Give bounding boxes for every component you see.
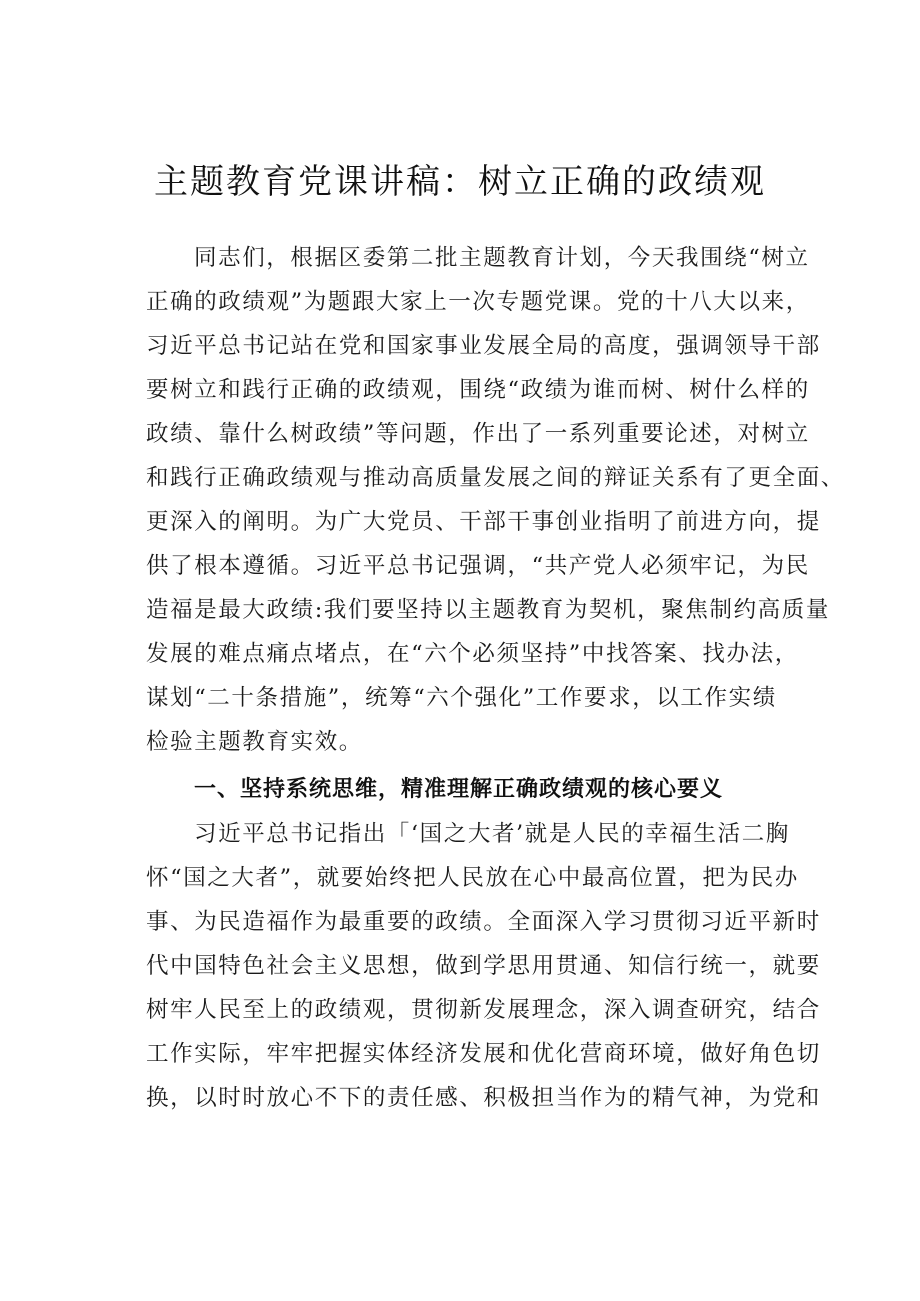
paragraph-line: 发展的难点痛点堵点，在“六个必须坚持”中找答案、找办法， (146, 641, 799, 667)
paragraph-line: 习近平总书记站在党和国家事业发展全局的高度，强调领导干部 (146, 333, 821, 359)
paragraph-line: 谋划“二十条措施”，统筹“六个强化”工作要求，以工作实绩 (146, 685, 777, 711)
paragraph-line: 怀“国之大者”，就要始终把人民放在心中最高位置，把为民办 (146, 865, 799, 891)
paragraph-line: 更深入的阐明。为广大党员、干部干事创业指明了前进方向，提 (146, 509, 821, 535)
paragraph-line: 习近平总书记指出「‘国之大者’就是人民的幸福生活二胸 (194, 821, 790, 847)
section-heading: 一、坚持系统思维，精准理解正确政绩观的核心要义 (194, 777, 724, 802)
paragraph-line: 政绩、靠什么树政绩”等问题，作出了一系列重要论述，对树立 (146, 421, 810, 447)
paragraph-line: 正确的政绩观”为题跟大家上一次专题党课。党的十八大以来， (146, 289, 810, 315)
paragraph-line: 事、为民造福作为最重要的政绩。全面深入学习贯彻习近平新时 (146, 909, 821, 935)
paragraph-1 (146, 236, 845, 764)
paragraph-line: 代中国特色社会主义思想，做到学思用贯通、知信行统一，就要 (146, 953, 821, 979)
paragraph-2 (146, 812, 821, 1120)
paragraph-line: 同志们，根据区委第二批主题教育计划，今天我围绕“树立 (194, 245, 810, 271)
paragraph-line: 造福是最大政绩:我们要坚持以主题教育为契机，聚焦制约高质量 (146, 597, 830, 623)
paragraph-line: 要树立和践行正确的政绩观，围绕“政绩为谁而树、树什么样的 (146, 377, 810, 403)
paragraph-line: 检验主题教育实效。 (146, 729, 363, 755)
paragraph-line: 供了根本遵循。习近平总书记强调，“共产党人必须牢记，为民 (146, 553, 810, 579)
paragraph-line: 和践行正确政绩观与推动高质量发展之间的辩证关系有了更全面、 (146, 465, 845, 491)
document-title: 主题教育党课讲稿：树立正确的政绩观 (154, 162, 766, 202)
paragraph-line: 树牢人民至上的政绩观，贯彻新发展理念，深入调查研究，结合 (146, 997, 821, 1023)
paragraph-line: 工作实际，牢牢把握实体经济发展和优化营商环境，做好角色切 (146, 1041, 821, 1067)
paragraph-line: 换，以时时放心不下的责任感、积极担当作为的精气神，为党和 (146, 1085, 821, 1111)
section-1-heading-block (146, 768, 806, 812)
